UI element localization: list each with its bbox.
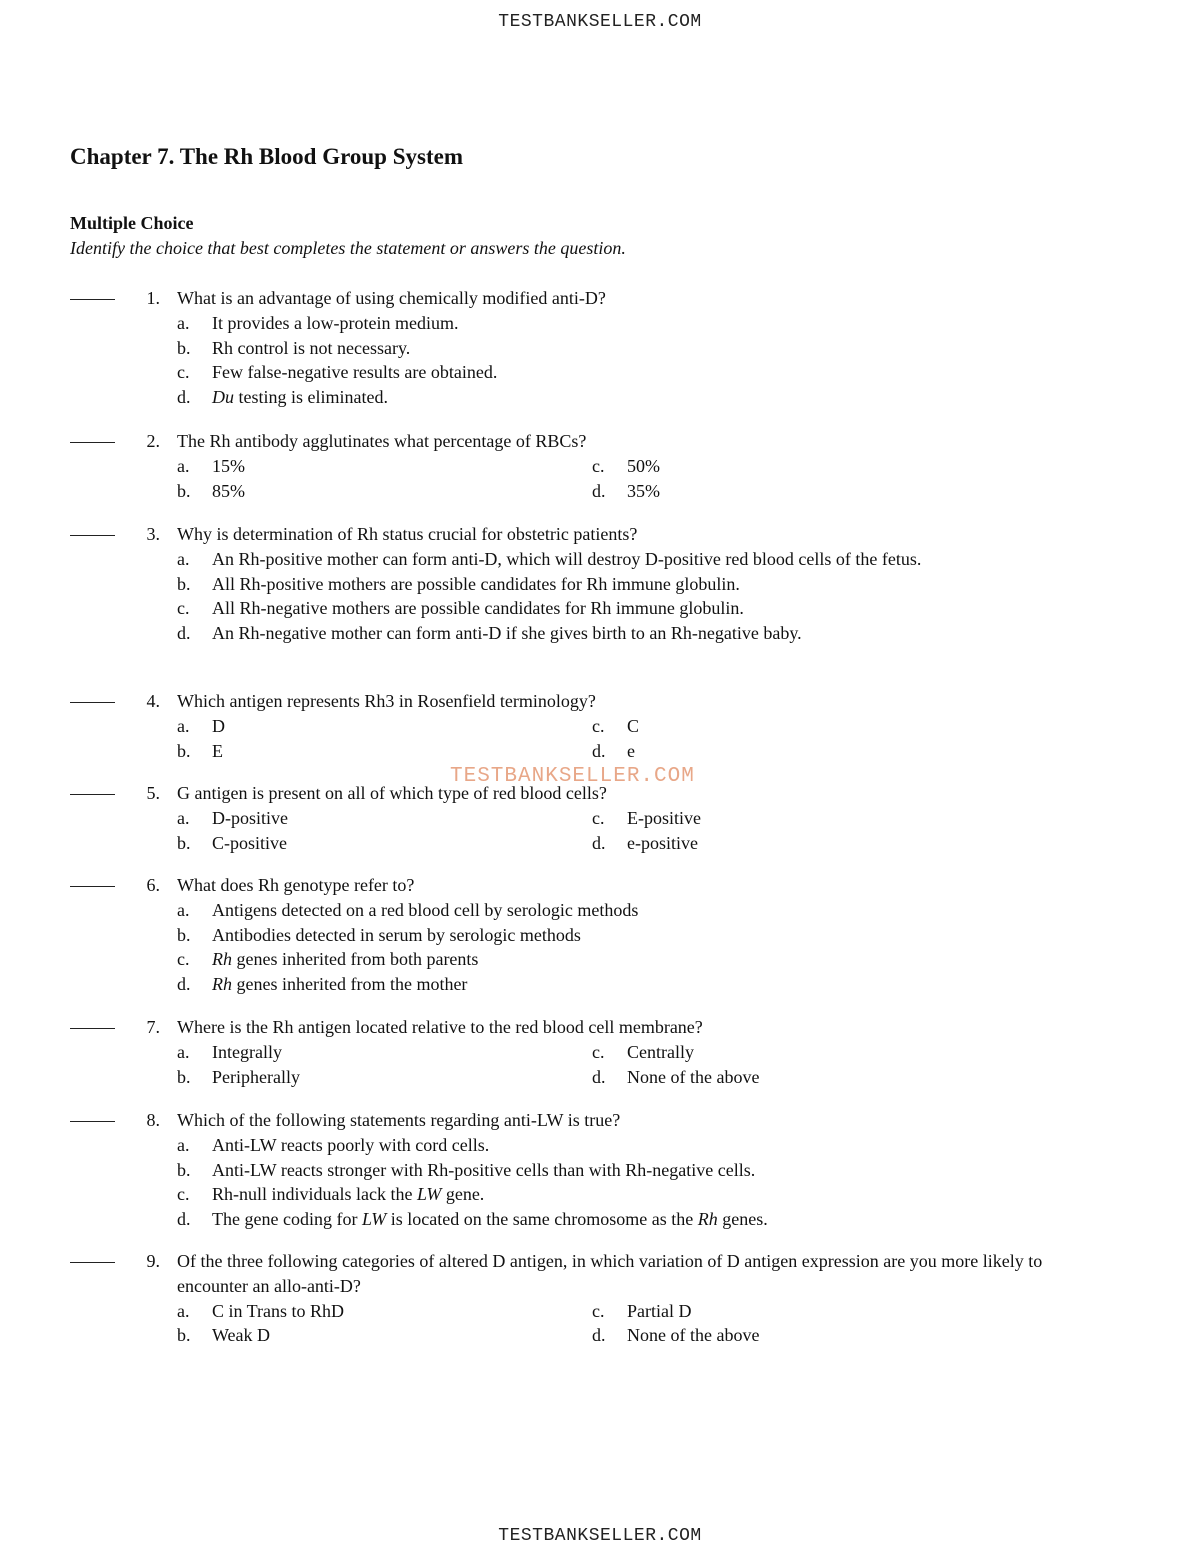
question-number: 2. [146,431,160,451]
option-text: C-positive [212,832,287,853]
option-letter: b. [177,740,191,761]
option-d [592,831,1007,856]
option-letter: a. [177,1300,190,1321]
question-4 [0,689,1200,763]
option-text: 35% [627,480,660,501]
option-text: Rh genes inherited from the mother [212,974,468,995]
option-text: All Rh-positive mothers are possible candidates for Rh immune globulin. [212,573,740,594]
option-b [177,831,592,856]
option-letter: c. [592,807,605,828]
option-text: It provides a low-protein medium. [212,312,459,333]
option-letter: a. [177,312,190,333]
answer-blank[interactable] [70,794,115,795]
option-text: C [627,715,640,736]
chapter-title: Chapter 7. The Rh Blood Group System [70,144,463,169]
option-c [592,714,1007,739]
question-text: Which of the following statements regarding anti-LW is true? [177,1110,621,1130]
question-text: G antigen is present on all of which type of red blood cells? [177,783,607,803]
option-letter: b. [177,1159,191,1180]
italic-term: Rh [212,949,232,970]
option-text: Few false-negative results are obtained. [212,362,498,383]
question-text: Why is determination of Rh status crucial for obstetric patients? [177,524,638,544]
option-text: e-positive [627,832,698,853]
option-c [177,1182,1200,1207]
question-2 [0,429,1200,503]
option-c [177,360,1200,385]
option-text: 85% [212,480,245,501]
page-header: TESTBANKSELLER.COM [498,12,702,32]
option-c [177,947,1200,972]
question-number: 9. [146,1251,160,1271]
question-6 [0,873,1200,997]
option-b [177,1323,592,1348]
question-text: Where is the Rh antigen located relative to the red blood cell membrane? [177,1017,703,1037]
italic-term: Du [212,387,234,408]
question-number: 7. [146,1017,160,1037]
question-8 [0,1108,1200,1232]
option-text: Integrally [212,1041,282,1062]
option-letter: c. [177,949,190,970]
option-a [177,547,1200,572]
answer-blank[interactable] [70,1121,115,1122]
option-letter: b. [177,573,191,594]
option-a [177,806,592,831]
option-letter: d. [592,832,606,853]
answer-blank[interactable] [70,299,115,300]
option-text: Rh control is not necessary. [212,337,411,358]
option-letter: d. [592,740,606,761]
option-c [592,1040,1007,1065]
question-number: 8. [146,1110,160,1130]
option-letter: a. [177,548,190,569]
answer-blank[interactable] [70,1262,115,1263]
option-text: All Rh-negative mothers are possible candidates for Rh immune globulin. [212,598,744,619]
option-text: Anti-LW reacts stronger with Rh-positive cells than with Rh-negative cells. [212,1159,756,1180]
option-a [177,454,592,479]
option-text: Anti-LW reacts poorly with cord cells. [212,1134,490,1155]
section-title: Multiple Choice [70,213,194,233]
option-letter: d. [592,480,606,501]
option-a [177,898,1200,923]
option-a [177,1133,1200,1158]
option-b [177,572,1200,597]
option-text: Weak D [212,1325,271,1346]
option-text: Rh-null individuals lack the LW gene. [212,1184,485,1205]
question-5 [0,781,1200,855]
option-b [177,739,592,764]
option-d [592,739,1007,764]
question-number: 6. [146,875,160,895]
option-letter: c. [592,715,605,736]
italic-term: LW [416,1184,442,1205]
option-b [177,1158,1200,1183]
option-letter: a. [177,715,190,736]
option-text: Antigens detected on a red blood cell by serologic methods [212,899,639,920]
option-letter: c. [177,362,190,383]
option-letter: a. [177,807,190,828]
option-text: e [627,740,635,761]
option-text: Du testing is eliminated. [212,387,388,408]
option-letter: a. [177,455,190,476]
option-a [177,714,592,739]
option-a [177,311,1200,336]
option-d [177,972,1200,997]
answer-blank[interactable] [70,442,115,443]
option-text: 15% [212,455,245,476]
option-a [177,1040,592,1065]
option-letter: b. [177,1066,191,1087]
question-3 [0,522,1200,646]
question-text: What is an advantage of using chemically modified anti-D? [177,288,606,308]
option-text: Centrally [627,1041,694,1062]
option-letter: d. [177,1209,191,1230]
option-text: The gene coding for LW is located on the same chromosome as the Rh genes. [212,1209,768,1230]
option-d [177,385,1200,410]
option-text: 50% [627,455,660,476]
option-letter: a. [177,899,190,920]
question-7 [0,1015,1200,1089]
section-instructions: Identify the choice that best completes the statement or answers the question. [70,238,626,258]
option-letter: c. [592,455,605,476]
italic-term: Rh [697,1209,718,1230]
option-letter: b. [177,924,191,945]
option-letter: a. [177,1134,190,1155]
option-letter: b. [177,1325,191,1346]
answer-blank[interactable] [70,1028,115,1029]
question-9 [0,1249,1200,1348]
watermark: TESTBANKSELLER.COM [450,765,695,788]
question-number: 4. [146,691,160,711]
option-b [177,923,1200,948]
italic-term: Rh [212,974,232,995]
option-text: An Rh-negative mother can form anti-D if she gives birth to an Rh-negative baby. [212,623,802,644]
answer-blank[interactable] [70,702,115,703]
question-text: The Rh antibody agglutinates what percentage of RBCs? [177,431,587,451]
question-text: Of the three following categories of altered D antigen, in which variation of D antigen expression are you more likely to encounter an allo-anti-D? [177,1251,1043,1296]
option-b [177,1065,592,1090]
option-letter: b. [177,832,191,853]
option-b [177,336,1200,361]
option-c [592,1299,1007,1324]
option-text: None of the above [627,1325,760,1346]
option-d [177,621,1200,646]
option-a [177,1299,592,1324]
option-text: An Rh-positive mother can form anti-D, which will destroy D-positive red blood cells of the fetus. [212,548,922,569]
option-letter: d. [177,623,191,644]
option-letter: c. [177,1184,190,1205]
option-text: Peripherally [212,1066,300,1087]
option-text: D-positive [212,807,288,828]
option-letter: c. [592,1041,605,1062]
option-text: Antibodies detected in serum by serologic methods [212,924,581,945]
option-text: None of the above [627,1066,760,1087]
option-c [592,454,1007,479]
option-letter: c. [177,598,190,619]
option-text: D [212,715,225,736]
option-b [177,479,592,504]
question-1 [0,286,1200,410]
italic-term: LW [361,1209,387,1230]
option-d [592,479,1007,504]
option-d [592,1065,1007,1090]
option-letter: b. [177,480,191,501]
option-text: E [212,740,223,761]
option-letter: c. [592,1300,605,1321]
question-number: 3. [146,524,160,544]
question-number: 1. [146,288,160,308]
option-letter: a. [177,1041,190,1062]
option-c [592,806,1007,831]
option-text: Partial D [627,1300,692,1321]
option-c [177,596,1200,621]
page-footer: TESTBANKSELLER.COM [498,1526,702,1546]
option-letter: d. [592,1325,606,1346]
option-d [177,1207,1200,1232]
question-text: What does Rh genotype refer to? [177,875,415,895]
question-number: 5. [146,783,160,803]
answer-blank[interactable] [70,886,115,887]
option-letter: d. [592,1066,606,1087]
option-letter: b. [177,337,191,358]
answer-blank[interactable] [70,535,115,536]
option-text: C in Trans to RhD [212,1300,345,1321]
option-letter: d. [177,387,191,408]
option-text: Rh genes inherited from both parents [212,949,479,970]
option-text: E-positive [627,807,701,828]
option-letter: d. [177,974,191,995]
option-d [592,1323,1007,1348]
question-text: Which antigen represents Rh3 in Rosenfield terminology? [177,691,596,711]
